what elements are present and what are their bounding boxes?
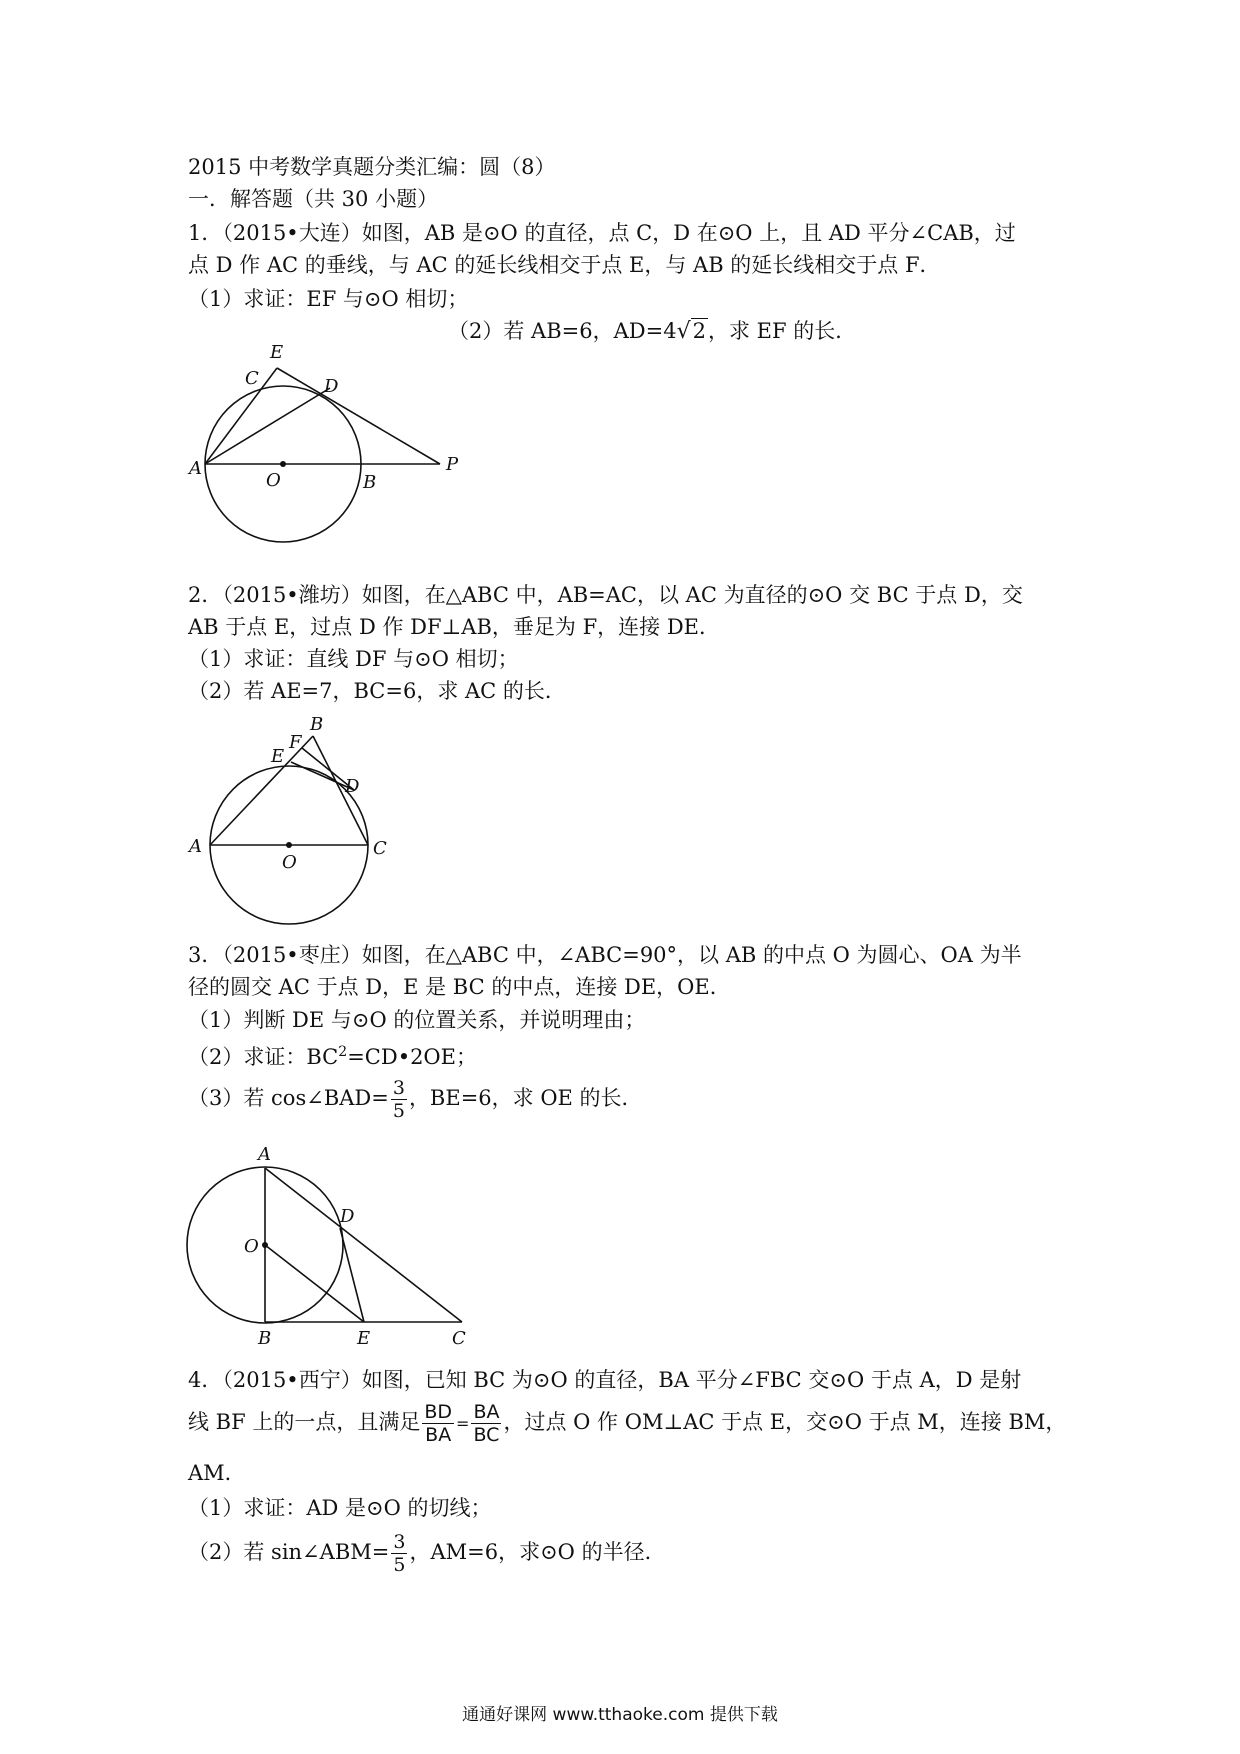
fraction-ba-bc — [471, 1401, 501, 1446]
fig1-label-e: E — [270, 342, 284, 363]
fraction-denominator: BA — [425, 1424, 452, 1446]
problem-3-line-1: 3．（2015•枣庄）如图，在△ABC 中，∠ABC=90°，以 AB 的中点 O 为圆心、OA 为半 — [188, 943, 1022, 967]
fraction-denominator: 5 — [393, 1554, 406, 1576]
fig1-label-d: D — [324, 376, 339, 397]
problem-4-question-1: （1）求证：AD 是⊙O 的切线； — [188, 1496, 492, 1520]
fraction-numerator: BA — [473, 1401, 500, 1423]
q2-suffix: ，求 EF 的长． — [707, 319, 857, 343]
fig1-label-b: B — [363, 472, 377, 493]
q2-prefix: （2）若 AB=6，AD=4 — [448, 319, 677, 343]
fraction-denominator: BC — [473, 1424, 500, 1446]
fig3-label-c: C — [452, 1328, 466, 1349]
fraction-3-5 — [391, 1531, 407, 1576]
section-heading: 一．解答题（共 30 小题） — [188, 187, 439, 211]
q3-suffix: ，BE=6，求 OE 的长． — [408, 1086, 643, 1110]
problem-1-question-1: （1）求证：EF 与⊙O 相切； — [188, 287, 469, 311]
problem-3-question-1: （1）判断 DE 与⊙O 的位置关系，并说明理由； — [188, 1008, 646, 1032]
fig3-label-e: E — [357, 1328, 371, 1349]
equals-sign: = — [456, 1414, 470, 1433]
q2-suffix: =CD•2OE； — [347, 1045, 477, 1069]
fig1-label-p: P — [446, 454, 459, 475]
q2-suffix: ，AM=6，求⊙O 的半径． — [409, 1540, 666, 1564]
fig3-label-a: A — [258, 1144, 271, 1165]
fig2-label-a: A — [189, 836, 202, 857]
fig2-label-b: B — [310, 714, 324, 735]
fig2-label-c: C — [373, 838, 387, 859]
problem-1-line-2: 点 D 作 AC 的垂线，与 AC 的延长线相交于点 E，与 AB 的延长线相交于点 F． — [188, 253, 941, 277]
fraction-numerator: BD — [424, 1401, 453, 1423]
fig1-label-c: C — [245, 368, 259, 389]
fraction-bd-ba — [422, 1401, 454, 1446]
line2-suffix: ，过点 O 作 OM⊥AC 于点 E，交⊙O 于点 M，连接 BM， — [503, 1410, 1067, 1434]
problem-3-line-2: 径的圆交 AC 于点 D，E 是 BC 的中点，连接 DE，OE． — [188, 975, 731, 999]
problem-4-line-2 — [188, 1396, 1066, 1448]
document-title: 2015 中考数学真题分类汇编：圆（8） — [188, 155, 556, 179]
problem-4-question-2 — [188, 1526, 666, 1578]
fraction-denominator: 5 — [392, 1100, 405, 1122]
sqrt-radicand: 2 — [692, 319, 706, 343]
fig1-label-a: A — [189, 458, 202, 479]
problem-2-question-1: （1）求证：直线 DF 与⊙O 相切； — [188, 647, 519, 671]
fraction-numerator: 3 — [393, 1531, 406, 1553]
q2-superscript: 2 — [338, 1044, 348, 1060]
page-footer: 通通好课网 www.tthaoke.com 提供下载 — [462, 1705, 778, 1725]
fig3-label-b: B — [258, 1328, 272, 1349]
problem-4-line-3: AM． — [188, 1461, 246, 1485]
fig2-label-f: F — [289, 732, 302, 753]
fig1-label-o: O — [266, 470, 281, 491]
problem-2-question-2: （2）若 AE=7，BC=6，求 AC 的长． — [188, 679, 566, 703]
q3-prefix: （3）若 cos∠BAD= — [188, 1086, 389, 1110]
fig2-label-d: D — [345, 776, 360, 797]
problem-2-line-1: 2．（2015•潍坊）如图，在△ABC 中，AB=AC，以 AC 为直径的⊙O 交 BC 于点 D，交 — [188, 583, 1023, 607]
fig3-label-o: O — [244, 1236, 259, 1257]
fig2-label-o: O — [282, 852, 297, 873]
line2-prefix: 线 BF 上的一点，且满足 — [188, 1410, 421, 1434]
fig3-label-d: D — [340, 1206, 355, 1227]
fraction-numerator: 3 — [392, 1077, 405, 1099]
q2-prefix: （2）若 sin∠ABM= — [188, 1540, 390, 1564]
fig2-label-e: E — [271, 746, 285, 767]
problem-2-line-2: AB 于点 E，过点 D 作 DF⊥AB，垂足为 F，连接 DE． — [188, 615, 720, 639]
problem-1-line-1: 1．（2015•大连）如图，AB 是⊙O 的直径，点 C，D 在⊙O 上，且 AD 平分∠CAB，过 — [188, 221, 1016, 245]
sqrt-symbol: √ — [676, 319, 691, 344]
problem-4-line-1: 4．（2015•西宁）如图，已知 BC 为⊙O 的直径，BA 平分∠FBC 交⊙O 于点 A，D 是射 — [188, 1368, 1022, 1392]
q2-prefix: （2）求证：BC — [188, 1045, 339, 1069]
